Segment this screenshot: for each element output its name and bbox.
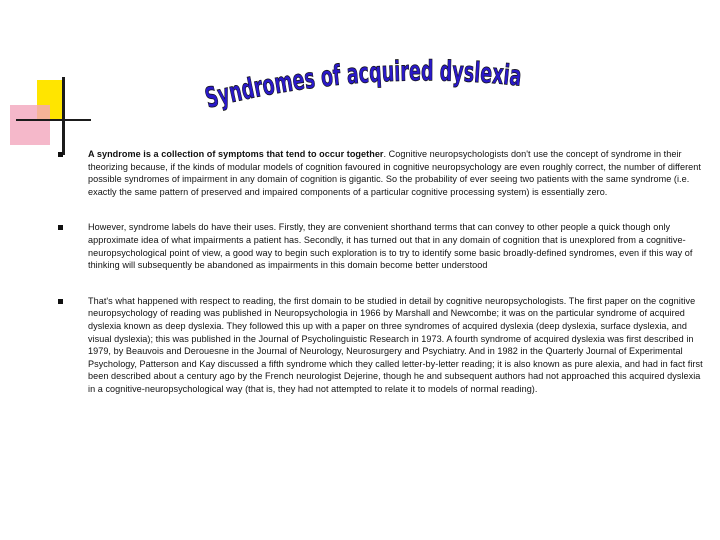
decor-pink-square xyxy=(10,105,50,145)
bullet-lead-bold: A syndrome is a collection of symptoms that tend to occur together xyxy=(88,149,384,159)
decor-horizontal-line xyxy=(16,119,91,121)
bullet-body: . Cognitive neuropsychologists don't use the concept of syndrome in their theorizing because, if the kinds of modular models of cognition favoured in cognitive neuropsychology are even roughly correct, the number of different possible syndromes of impairment in any domain of cognition is gigantic. So the probability of ever seeing two patients with the same syndrome (i.e. exactly the same pattern of preserved and impaired components of a particular cognitive processing system) is essentially zero. xyxy=(88,149,701,197)
bullet-item xyxy=(58,221,708,271)
slide-title-text xyxy=(201,54,530,115)
bullet-body: That's what happened with respect to reading, the first domain to be studied in detail by cognitive neuropsychologists. The first paper on the cognitive neuropsychology of reading was published in Neuropsychologia in 1966 by Marshall and Newcombe; it was on the particular syndrome of acquired dyslexia known as deep dyslexia. They followed this up with a paper on three syndromes of acquired dyslexia (deep dyslexia, surface dyslexia, and visual dyslexia); this was published in the Journal of Psycholinguistic Research in 1973. A fourth syndrome of acquired dyslexia was first described in 1979, by Beauvois and Derouesne in the Journal of Neurology, Neurosurgery and Psychiatry. And in 1982 in the Quarterly Journal of Experimental Psychology, Patterson and Kay discussed a fifth syndrome which they called letter-by-letter reading; it is also known as pure alexia, and had in fact first been described about a century ago by the French neurologist Dejerine, though he and subsequent authors had not approached this acquired dyslexia in a cognitive-neuropsychological way (that is, they had not attempted to relate it to models of normal reading). xyxy=(88,295,703,394)
bullet-text xyxy=(88,148,708,198)
bullet-list xyxy=(58,148,708,419)
bullet-body: However, syndrome labels do have their uses. Firstly, they are convenient shorthand terms that can convey to other people a quick though only approximate idea of what impairments a patient has. Secondly, it has turned out that in any domain of cognition that is unexplored from a cognitive-neuropsychological point of view, a good way to begin such exploration is to try to identify some basic broadly-defined syndromes, even if this way of thinking will subsequently be abandoned as impairments in this domain become better understood xyxy=(88,222,693,271)
bullet-text xyxy=(88,221,708,271)
bullet-item xyxy=(58,295,708,396)
slide-title-path: Syndromes of acquired dyslexia xyxy=(201,54,530,115)
bullet-text xyxy=(88,295,708,396)
decor-vertical-line xyxy=(62,77,65,155)
bullet-item xyxy=(58,148,708,198)
bullet-marker xyxy=(58,225,63,230)
bullet-marker xyxy=(58,299,63,304)
slide-title xyxy=(200,48,530,118)
bullet-marker xyxy=(58,152,63,157)
